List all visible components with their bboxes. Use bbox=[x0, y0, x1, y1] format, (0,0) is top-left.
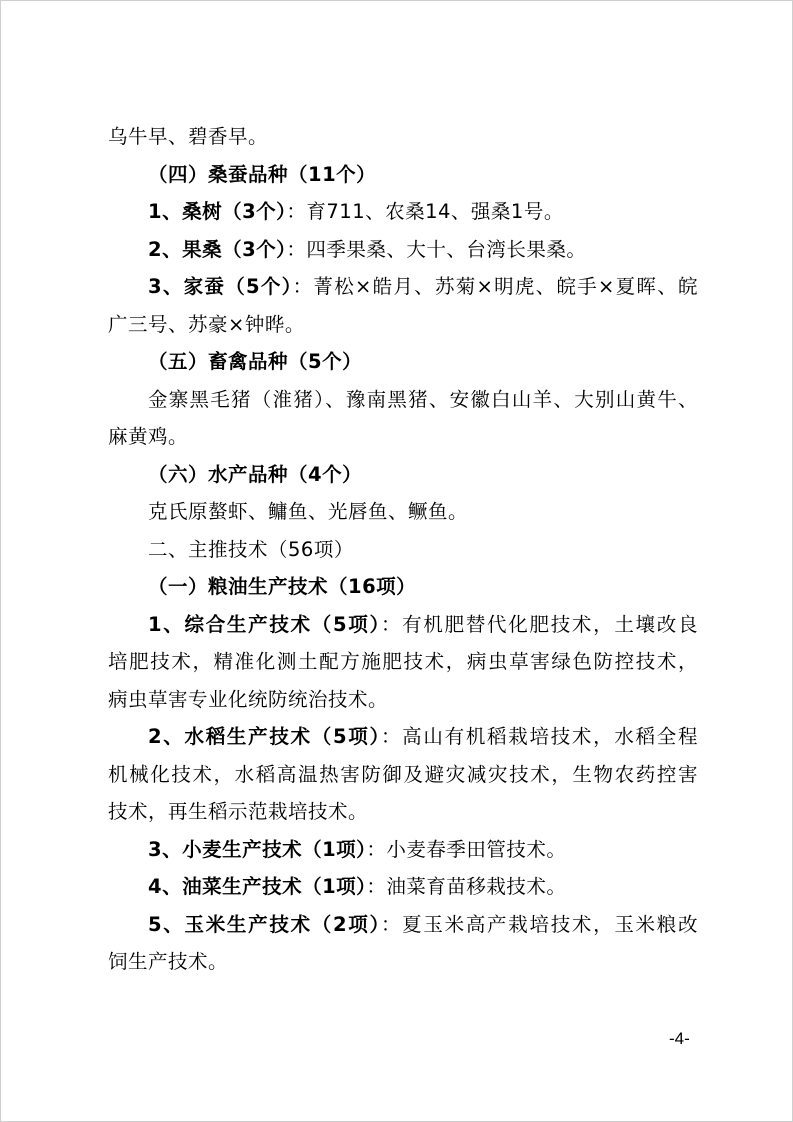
text-line bbox=[108, 343, 698, 381]
body-text: 机械化技术，水稻高温热害防御及避灾减灾技术，生物农药控害 bbox=[108, 762, 698, 786]
body-text: 麻黄鸡。 bbox=[108, 425, 189, 448]
text-line bbox=[108, 531, 698, 569]
text-line bbox=[108, 156, 698, 194]
body-text: ：小麦春季田管技术。 bbox=[366, 837, 567, 861]
bold-heading: 5、玉米生产技术（2项） bbox=[148, 912, 381, 936]
text-line bbox=[108, 906, 698, 944]
text-line bbox=[108, 943, 698, 981]
text-line bbox=[108, 643, 698, 681]
text-line bbox=[108, 718, 698, 756]
bold-heading: 2、果桑（3个） bbox=[148, 237, 287, 261]
bold-heading: 1、桑树（3个） bbox=[148, 200, 287, 223]
body-text: ：有机肥替代化肥技术，土壤改良 bbox=[380, 612, 698, 636]
body-text: 克氏原螯虾、鳙鱼、光唇鱼、鳜鱼。 bbox=[148, 500, 469, 523]
body-text: 饲生产技术。 bbox=[108, 950, 229, 973]
body-text: 金寨黑毛猪（淮猪）、豫南黑猪、安徽白山羊、大别山黄牛、 bbox=[148, 387, 698, 411]
body-text: 二、主推技术（56项） bbox=[148, 537, 354, 561]
text-line bbox=[108, 306, 698, 344]
text-line bbox=[108, 793, 698, 831]
bold-heading: 3、小麦生产技术（1项） bbox=[148, 837, 367, 861]
body-text: ：四季果桑、大十、台湾长果桑。 bbox=[286, 237, 587, 261]
bold-heading: （六）水产品种（4个） bbox=[148, 462, 363, 486]
body-text: ：油菜育苗移栽技术。 bbox=[366, 875, 567, 898]
page-number: -4- bbox=[669, 1029, 690, 1048]
body-text: ：育711、农桑14、强桑1号。 bbox=[286, 200, 564, 223]
text-line bbox=[108, 606, 698, 644]
text-line bbox=[108, 418, 698, 456]
text-line bbox=[108, 456, 698, 494]
document-body bbox=[108, 118, 698, 981]
text-line bbox=[108, 568, 698, 606]
text-line bbox=[108, 193, 698, 231]
bold-heading: （五）畜禽品种（5个） bbox=[148, 350, 363, 373]
body-text: 广三号、苏豪×钟晔。 bbox=[108, 312, 305, 336]
text-line bbox=[108, 756, 698, 794]
text-line bbox=[108, 118, 698, 156]
body-text: 培肥技术，精准化测土配方施肥技术，病虫草害绿色防控技术， bbox=[108, 650, 698, 673]
body-text: 病虫草害专业化统防统治技术。 bbox=[108, 687, 389, 711]
body-text: 乌牛早、碧香早。 bbox=[108, 125, 269, 148]
body-text: 技术，再生稻示范栽培技术。 bbox=[108, 800, 369, 823]
body-text: ：高山有机稻栽培技术，水稻全程 bbox=[380, 725, 698, 748]
text-line bbox=[108, 268, 698, 306]
bold-heading: 1、综合生产技术（5项） bbox=[148, 612, 381, 636]
bold-heading: （四）桑蚕品种（11个） bbox=[148, 162, 377, 186]
body-text: ：夏玉米高产栽培技术，玉米粮改 bbox=[380, 912, 698, 936]
text-line bbox=[108, 831, 698, 869]
bold-heading: 4、油菜生产技术（1项） bbox=[148, 875, 367, 898]
bold-heading: 2、水稻生产技术（5项） bbox=[148, 725, 381, 748]
text-line bbox=[108, 681, 698, 719]
bold-heading: （一）粮油生产技术（16项） bbox=[148, 575, 417, 598]
body-text: ：菁松×皓月、苏菊×明虎、皖手×夏晖、皖 bbox=[292, 275, 698, 298]
text-line bbox=[108, 868, 698, 906]
text-line bbox=[108, 493, 698, 531]
text-line bbox=[108, 381, 698, 419]
text-line bbox=[108, 231, 698, 269]
bold-heading: 3、家蚕（5个） bbox=[148, 275, 293, 298]
